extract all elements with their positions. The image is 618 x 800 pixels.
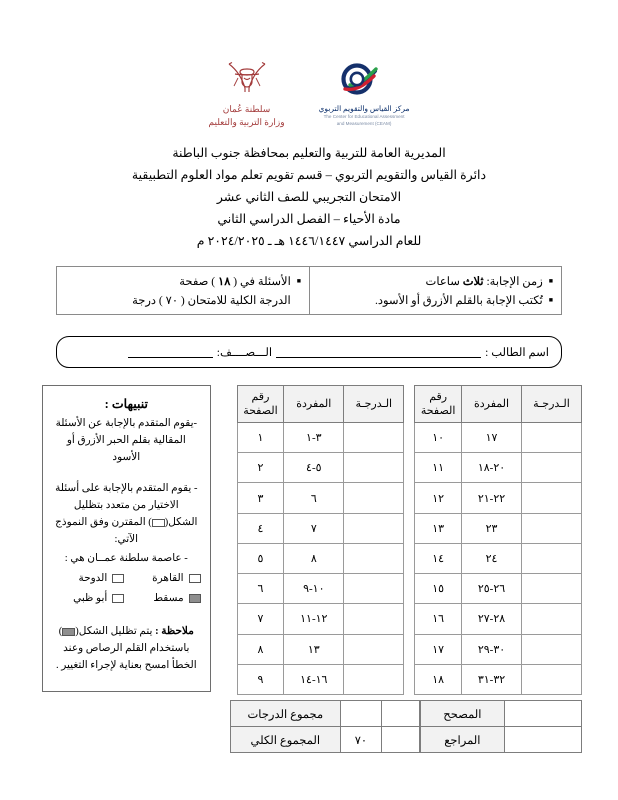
table-row bbox=[415, 483, 582, 513]
exam-info-left-column bbox=[57, 267, 309, 314]
student-name-input[interactable] bbox=[276, 347, 481, 358]
cell-page: ٤ bbox=[237, 513, 284, 543]
example-option-2[interactable] bbox=[128, 590, 200, 607]
filled-bubble-icon bbox=[62, 628, 75, 636]
cell-page: ١٠ bbox=[415, 423, 462, 453]
cell-page: ١٥ bbox=[415, 574, 462, 604]
cell-item: ٥-٤ bbox=[284, 453, 344, 483]
grand-total-value: ٧٠ bbox=[340, 727, 382, 753]
info-total-marks bbox=[65, 292, 301, 311]
oman-ministry-logo bbox=[208, 58, 284, 128]
page-index-table-second-body bbox=[415, 423, 582, 695]
heading-academic-year: للعام الدراسي ١٤٤٦/١٤٤٧ هـ ـ ٢٠٢٤/٢٠٢٥ م bbox=[196, 234, 422, 248]
instruction-mcq-line1: - يقوم المتقدم بالإجابة على أسئلة الاختيار من متعدد بتظليل bbox=[55, 483, 198, 511]
column-header-item: المفردة bbox=[284, 386, 344, 423]
cell-mark[interactable] bbox=[344, 604, 404, 634]
cell-page: ٥ bbox=[237, 543, 284, 573]
cell-mark[interactable] bbox=[522, 453, 582, 483]
column-header-page: رقم الصفحة bbox=[237, 386, 284, 423]
cell-page: ١ bbox=[237, 423, 284, 453]
ceam-logo-caption-english-line1: The Center for Educational Assessment bbox=[323, 114, 405, 119]
column-header-mark: الـدرجـة bbox=[522, 386, 582, 423]
table-row bbox=[415, 453, 582, 483]
exam-info-box bbox=[56, 266, 562, 315]
exam-info-right-column bbox=[309, 267, 561, 314]
cell-mark[interactable] bbox=[344, 574, 404, 604]
ceam-logo-caption-arabic: مركز القياس والتقويم التربوي bbox=[318, 104, 410, 113]
student-name-label: اسم الطالب : bbox=[485, 347, 549, 359]
table-row bbox=[415, 574, 582, 604]
empty-bubble-icon bbox=[152, 519, 165, 527]
table-row bbox=[237, 574, 404, 604]
table-row bbox=[237, 664, 404, 694]
ceam-swirl-icon bbox=[331, 58, 397, 102]
grand-total-label: المجموع الكلي bbox=[231, 727, 341, 753]
instructions-panel bbox=[42, 385, 211, 692]
cell-mark[interactable] bbox=[522, 513, 582, 543]
table-row bbox=[237, 604, 404, 634]
class-label: الـــصــــف: bbox=[216, 347, 273, 359]
info-pen-color bbox=[318, 292, 553, 311]
cell-item: ٣-١ bbox=[284, 423, 344, 453]
table-row bbox=[415, 423, 582, 453]
cell-item: ٣٢-٣١ bbox=[462, 664, 522, 694]
cell-page: ١٣ bbox=[415, 513, 462, 543]
table-row bbox=[415, 604, 582, 634]
cell-item: ٢٤ bbox=[462, 543, 522, 573]
column-header-item: المفردة bbox=[462, 386, 522, 423]
option-label: الدوحة bbox=[78, 573, 108, 584]
cell-item: ٢٦-٢٥ bbox=[462, 574, 522, 604]
instruction-essay-pen: -يقوم المتقدم بالإجابة عن الأسئلة المقالية بقلم الحبر الأزرق أو الأسود bbox=[55, 418, 197, 463]
cell-page: ٣ bbox=[237, 483, 284, 513]
instructions-title: تنبيهات : bbox=[104, 397, 148, 411]
cell-page: ١٨ bbox=[415, 664, 462, 694]
index-and-notes-row bbox=[30, 385, 582, 695]
option-bubble-filled-icon[interactable] bbox=[189, 594, 201, 603]
info-page-count bbox=[65, 273, 301, 292]
cell-page: ١٤ bbox=[415, 543, 462, 573]
document-heading-block bbox=[0, 142, 618, 252]
option-bubble-icon[interactable] bbox=[189, 574, 201, 583]
cell-item: ١٢-١١ bbox=[284, 604, 344, 634]
option-bubble-icon[interactable] bbox=[112, 574, 124, 583]
cell-item: ٢٢-٢١ bbox=[462, 483, 522, 513]
table-header-row bbox=[237, 386, 404, 423]
staff-table bbox=[420, 700, 582, 753]
shading-note-label: ملاحظة : bbox=[155, 626, 194, 637]
option-bubble-icon[interactable] bbox=[112, 594, 124, 603]
cell-mark[interactable] bbox=[522, 574, 582, 604]
corrector-label: المصحح bbox=[421, 701, 505, 727]
column-header-mark: الـدرجـة bbox=[344, 386, 404, 423]
info-answer-time bbox=[318, 273, 553, 292]
cell-item: ٧ bbox=[284, 513, 344, 543]
cell-item: ٦ bbox=[284, 483, 344, 513]
example-question-text: - عاصمة سلطنة عمــان هي : bbox=[64, 553, 188, 564]
example-option-3[interactable] bbox=[52, 590, 124, 607]
cell-item: ١٣ bbox=[284, 634, 344, 664]
cell-mark[interactable] bbox=[344, 483, 404, 513]
table-row bbox=[237, 513, 404, 543]
cell-item: ٨ bbox=[284, 543, 344, 573]
logo-row bbox=[0, 58, 618, 136]
page-index-table-second bbox=[414, 385, 582, 695]
cell-mark[interactable] bbox=[522, 483, 582, 513]
spacer bbox=[52, 466, 201, 480]
cell-mark[interactable] bbox=[344, 453, 404, 483]
oman-national-emblem-icon bbox=[220, 58, 274, 102]
option-label: القاهرة bbox=[152, 573, 184, 584]
heading-department: دائرة القياس والتقويم التربوي – قسم تقويم تعلم مواد العلوم التطبيقية bbox=[131, 168, 487, 182]
marks-sum-label: مجموع الدرجات bbox=[231, 701, 341, 727]
table-row bbox=[415, 664, 582, 694]
ceam-logo-caption-english-line2: and Measurement (CEAM) bbox=[336, 120, 392, 126]
cell-mark[interactable] bbox=[522, 543, 582, 573]
table-row bbox=[421, 727, 582, 753]
marks-sum-value[interactable] bbox=[340, 701, 382, 727]
page-index-table-first-body bbox=[237, 423, 404, 695]
table-row bbox=[237, 634, 404, 664]
shading-note: ملاحظة : يتم تظليل الشكل() باستخدام القلم الرصاص وعند الخطأ امسح بعناية لإجراء التغيير . bbox=[55, 626, 197, 671]
example-option-0[interactable] bbox=[128, 570, 200, 587]
info-pen-color-text: تُكتب الإجابة بالقلم الأزرق أو الأسود. bbox=[374, 294, 543, 307]
cell-item: ١٠-٩ bbox=[284, 574, 344, 604]
oman-logo-caption-line1: سلطنة عُمان bbox=[222, 104, 271, 114]
page-index-table-first bbox=[237, 385, 405, 695]
option-label: أبو ظبي bbox=[73, 593, 108, 604]
table-row bbox=[415, 513, 582, 543]
cell-page: ٧ bbox=[237, 604, 284, 634]
table-row bbox=[231, 701, 420, 727]
heading-subject-term: مادة الأحياء – الفصل الدراسي الثاني bbox=[217, 212, 401, 226]
table-row bbox=[421, 701, 582, 727]
cell-page: ١٧ bbox=[415, 634, 462, 664]
summary-row bbox=[208, 700, 582, 753]
heading-exam-title: الامتحان التجريبي للصف الثاني عشر bbox=[216, 190, 402, 204]
cell-page: ٦ bbox=[237, 574, 284, 604]
cell-item: ٢٨-٢٧ bbox=[462, 604, 522, 634]
table-row bbox=[237, 483, 404, 513]
square-bullet-icon: ■ bbox=[296, 276, 301, 285]
square-bullet-icon: ■ bbox=[548, 276, 553, 285]
student-identity-box bbox=[56, 336, 562, 368]
column-header-page: رقم الصفحة bbox=[415, 386, 462, 423]
instruction-mcq-line2: الشكل() المقترن وفق النموذج الآتي: bbox=[55, 517, 198, 545]
cell-mark[interactable] bbox=[522, 634, 582, 664]
cell-mark[interactable] bbox=[344, 513, 404, 543]
cell-mark[interactable] bbox=[522, 604, 582, 634]
ceam-logo bbox=[319, 58, 410, 127]
info-answer-time-text: زمن الإجابة: ثلاث ساعات bbox=[425, 275, 543, 288]
cell-mark[interactable] bbox=[344, 423, 404, 453]
cell-item: ٣٠-٢٩ bbox=[462, 634, 522, 664]
cell-page: ١٦ bbox=[415, 604, 462, 634]
table-row bbox=[237, 423, 404, 453]
cell-item: ٢٠-١٨ bbox=[462, 453, 522, 483]
cell-mark[interactable] bbox=[522, 664, 582, 694]
cell-page: ١١ bbox=[415, 453, 462, 483]
table-row bbox=[237, 453, 404, 483]
grand-total-blank[interactable] bbox=[382, 727, 420, 753]
table-row bbox=[415, 634, 582, 664]
cell-item: ١٧ bbox=[462, 423, 522, 453]
cell-page: ٩ bbox=[237, 664, 284, 694]
cell-page: ٨ bbox=[237, 634, 284, 664]
cell-mark[interactable] bbox=[344, 634, 404, 664]
marks-sum-blank[interactable] bbox=[382, 701, 420, 727]
class-input[interactable] bbox=[128, 347, 213, 358]
table-row bbox=[237, 543, 404, 573]
table-row bbox=[415, 543, 582, 573]
cell-item: ١٦-١٤ bbox=[284, 664, 344, 694]
cell-item: ٢٣ bbox=[462, 513, 522, 543]
cell-mark[interactable] bbox=[344, 543, 404, 573]
corrector-value[interactable] bbox=[504, 701, 581, 727]
heading-directorate: المديرية العامة للتربية والتعليم بمحافظة جنوب الباطنة bbox=[172, 146, 446, 160]
info-total-marks-text: الدرجة الكلية للامتحان ( ٧٠ ) درجة bbox=[132, 294, 291, 307]
cell-page: ٢ bbox=[237, 453, 284, 483]
table-header-row bbox=[415, 386, 582, 423]
cell-page: ١٢ bbox=[415, 483, 462, 513]
example-option-1[interactable] bbox=[52, 570, 124, 587]
option-label: مسقط bbox=[153, 593, 184, 604]
table-row bbox=[231, 727, 420, 753]
oman-logo-caption-line2: وزارة التربية والتعليم bbox=[208, 117, 285, 128]
square-bullet-icon: ■ bbox=[548, 295, 553, 304]
cell-mark[interactable] bbox=[522, 423, 582, 453]
example-options-grid bbox=[52, 570, 201, 607]
totals-table bbox=[230, 700, 420, 753]
info-page-count-text: الأسئلة في ( ١٨ ) صفحة bbox=[179, 275, 291, 288]
reviewer-label: المراجع bbox=[421, 727, 505, 753]
cell-mark[interactable] bbox=[344, 664, 404, 694]
reviewer-value[interactable] bbox=[504, 727, 581, 753]
